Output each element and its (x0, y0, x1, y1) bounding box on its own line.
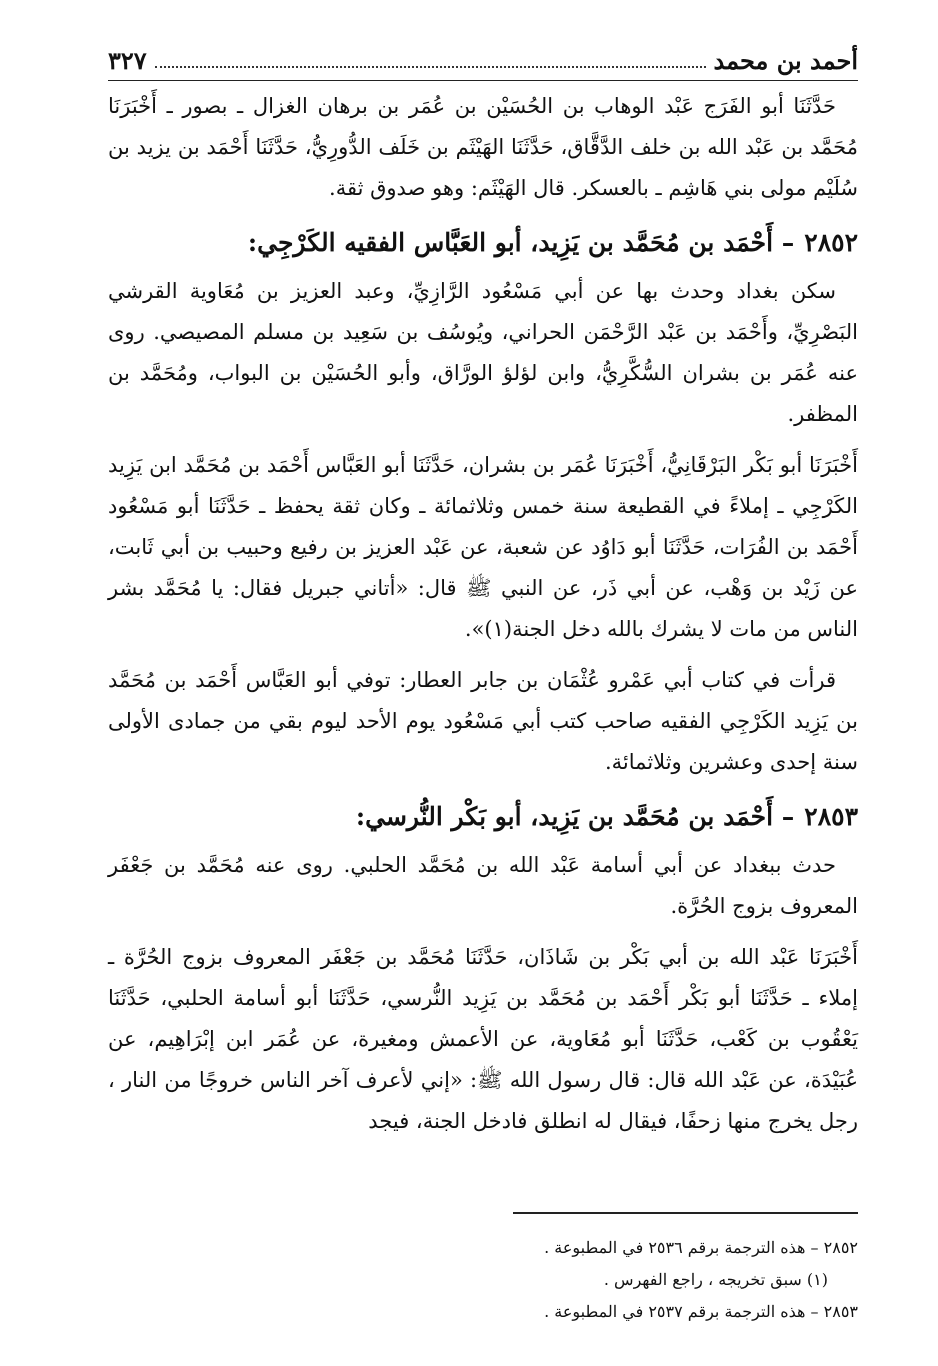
paragraph-3: أَخْبَرَنَا أبو بَكْر البَرْقَانِيُّ، أَخْبَرَنَا عُمَر بن بشران، حَدَّثَنَا أبو العَبَّاس أَحْمَد بن مُحَمَّد ابن يَزِيد الكَرْجِي ـ إملاءً في القطيعة سنة خمس وثلاثمائة ـ وكان ثقة يحفظ ـ حَدَّثَنَا أبو مَسْعُود أَحْمَد بن الفُرَات، حَدَّثَنَا أبو دَاوُد عن شعبة، عن عَبْد العزيز بن رفيع وحبيب بن أبي ثَابت، عن زَيْد بن وَهْب، عن أبي ذَر، عن النبي ﷺ قال: «أتاني جبريل فقال: يا مُحَمَّد بشر الناس من مات لا يشرك بالله دخل الجنة(١)». (108, 453, 858, 641)
running-title: أحمد بن محمد (713, 45, 858, 75)
paragraph-6: أَخْبَرَنَا عَبْد الله بن أبي بَكْر بن شَاذَان، حَدَّثَنَا مُحَمَّد بن جَعْفَر المعروف بزوج الحُرَّة ـ إملاء ـ حَدَّثَنَا أبو بَكْر أَحْمَد بن مُحَمَّد بن يَزِيد النُّرسي، حَدَّثَنَا أبو أسامة الحلبي، حَدَّثَنَا يَعْقُوب بن كَعْب، حَدَّثَنَا أبو مُعَاوية، عن الأعمش ومغيرة، عن عُمَر ابن إبْرَاهِيم، عن عُبَيْدَة، عن عَبْد الله قال: قال رسول الله ﷺ: «إني لأعرف آخر الناس خروجًا من النار ، رجل يخرج منها زحفًا، فيقال له انطلق فادخل الجنة، فيجد (108, 945, 858, 1133)
paragraph-2: سكن بغداد وحدث بها عن أبي مَسْعُود الرَّازِيِّ، وعبد العزيز بن مُعَاوية القرشي البَصْرِيِّ، وأَحْمَد بن عَبْد الرَّحْمَن الحراني، ويُوسُف بن سَعِيد بن مسلم المصيصي. روى عنه عُمَر بن بشران السُّكَّرِيُّ، وابن لؤلؤ الورَّاق، وأبو الحُسَيْن بن البواب، ومُحَمَّد بن المظفر. (108, 279, 858, 426)
main-text (108, 86, 858, 1152)
footnote-3: ٢٨٥٣ – هذه الترجمة برقم ٢٥٣٧ في المطبوعة . (544, 1302, 858, 1321)
page-number: ٣٢٧ (108, 45, 147, 75)
entry-number: ٢٨٥٣ (804, 802, 858, 831)
paragraph-4: قرأت في كتاب أبي عَمْرو عُثْمَان بن جابر العطار: توفي أبو العَبَّاس أَحْمَد بن مُحَمَّد بن يَزِيد الكَرْجِي الفقيه صاحب كتب أبي مَسْعُود يوم الأحد ليوم بقي من جمادى الأولى سنة إحدى وعشرين وثلاثمائة. (108, 668, 858, 774)
footnote-2: (١) سبق تخريجه ، راجع الفهرس . (603, 1270, 828, 1289)
footnote-1: ٢٨٥٢ – هذه الترجمة برقم ٢٥٣٦ في المطبوعة . (544, 1238, 858, 1257)
entry-number: ٢٨٥٢ (804, 228, 858, 257)
paragraph-5: حدث ببغداد عن أبي أسامة عَبْد الله بن مُحَمَّد الحلبي. روى عنه مُحَمَّد بن جَعْفَر المعروف بزوج الحُرَّة. (108, 853, 858, 918)
entry-title: – أَحْمَد بن مُحَمَّد بن يَزِيد، أبو العَبَّاس الفقيه الكَرْجِي: (247, 228, 795, 257)
footnotes (108, 1232, 858, 1328)
entry-heading-2853 (108, 793, 858, 841)
header-leader-dots (155, 52, 706, 68)
entry-title: – أَحْمَد بن مُحَمَّد بن يَزِيد، أبو بَكْر النُّرسي: (355, 802, 795, 831)
footnote-separator (513, 1212, 858, 1214)
running-header (108, 40, 858, 81)
entry-heading-2852 (108, 219, 858, 267)
paragraph-1: حَدَّثَنَا أبو الفَرَج عَبْد الوهاب بن الحُسَيْن بن عُمَر بن برهان الغزال ـ بصور ـ أَخْبَرَنَا مُحَمَّد بن عَبْد الله بن خلف الدَّقَّاق، حَدَّثَنَا الهَيْثَم بن خَلَف الدُّورِيُّ، حَدَّثَنَا أَحْمَد بن يزيد بن سُلَيْم مولى بني هَاشِم ـ بالعسكر. قال الهَيْثَم: وهو صدوق ثقة. (108, 94, 858, 200)
